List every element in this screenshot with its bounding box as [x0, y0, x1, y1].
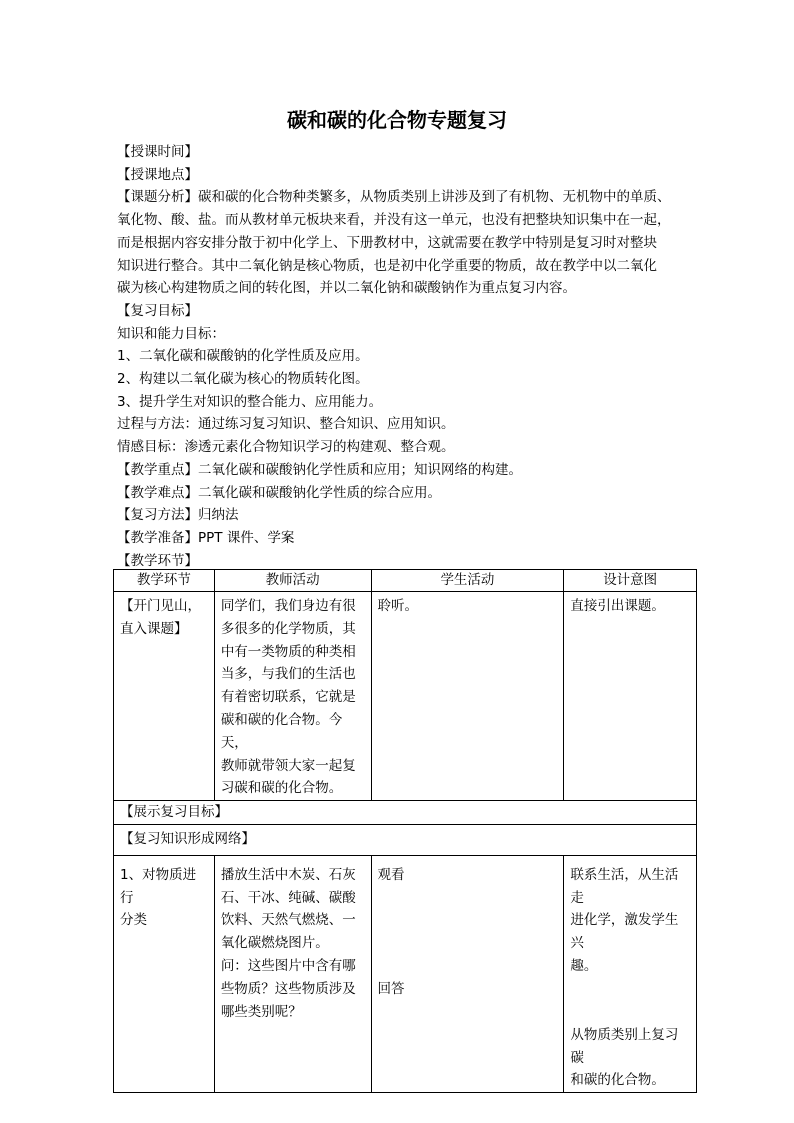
intent-cell: 直接引出课题。	[564, 592, 697, 801]
analysis-line: 碳和碳的化合物种类繁多，从物质类别上讲涉及到了有机物、无机物中的单质、	[198, 189, 671, 206]
teacher-line: 习碳和碳的化合物。	[220, 780, 343, 797]
lesson-plan-body	[117, 141, 697, 572]
intent-line: 联系生活，从生活走	[570, 866, 679, 906]
analysis-label: 【课题分析】	[117, 189, 198, 206]
table-row	[114, 801, 697, 825]
teacher-line: 石、干冰、纯碱、碳酸	[220, 889, 356, 906]
prep-label: 【教学准备】	[117, 529, 198, 546]
stage-cell	[114, 592, 215, 801]
table-header-row	[114, 570, 697, 592]
goal-item: 2、构建以二氧化碳为核心的物质转化图。	[117, 371, 369, 388]
goal-item: 1、二氧化碳和碳酸钠的化学性质及应用。	[117, 348, 369, 365]
page-title: 碳和碳的化合物专题复习	[287, 108, 507, 132]
teacher-line: 些物质？这些物质涉及	[220, 980, 356, 997]
header-stage: 教学环节	[114, 570, 215, 592]
key-text: 二氧化碳和碳酸钠化学性质和应用；知识网络的构建。	[198, 461, 522, 478]
intent-line: 和碳的化合物。	[570, 1072, 665, 1089]
difficult-label: 【教学难点】	[117, 484, 198, 501]
goals-label: 【复习目标】	[117, 302, 198, 319]
teacher-line: 中有一类物质的种类相	[220, 643, 356, 660]
emotion-goal: 情感目标：渗透元素化合物知识学习的构建观、整合观。	[117, 439, 455, 456]
analysis-paragraph	[117, 186, 697, 300]
process-goal: 过程与方法：通过练习复习知识、整合知识、应用知识。	[117, 416, 455, 433]
key-label: 【教学重点】	[117, 461, 198, 478]
teacher-line: 教师就带领大家一起复	[220, 757, 356, 774]
stage-line: 【开门见山，	[120, 598, 201, 614]
intent-cell	[564, 855, 697, 1092]
student-activity: 观看	[377, 866, 405, 883]
place-label: 【授课地点】	[117, 166, 198, 183]
difficult-text: 二氧化碳和碳酸钠化学性质的综合应用。	[198, 484, 441, 501]
analysis-line: 而是根据内容安排分散于初中化学上、下册教材中，这就需要在教学中特别是复习时对整块	[117, 234, 657, 251]
teacher-cell	[214, 855, 371, 1092]
teacher-line: 问：这些图片中含有哪	[220, 957, 356, 974]
method-text: 归纳法	[198, 507, 239, 524]
header-student: 学生活动	[371, 570, 564, 592]
table-row	[114, 824, 697, 855]
teacher-line: 饮料、天然气燃烧、一	[220, 912, 356, 929]
stage-line: 1、对物质进行	[120, 866, 197, 906]
analysis-line: 知识进行整合。其中二氧化钠是核心物质，也是初中化学重要的物质，故在教学中以二氧化	[117, 257, 657, 274]
stage-line: 直入课题】	[120, 620, 188, 637]
intent-line: 进化学，激发学生兴	[570, 912, 679, 952]
teacher-line: 播放生活中木炭、石灰	[220, 866, 356, 883]
table-row	[114, 592, 697, 801]
analysis-line: 氧化物、酸、盐。而从教材单元板块来看，并没有这一单元，也没有把整块知识集中在一起，	[117, 212, 671, 229]
intent-line: 从物质类别上复习碳	[570, 1026, 679, 1066]
header-intent: 设计意图	[564, 570, 697, 592]
prep-text: PPT 课件、学案	[198, 529, 295, 546]
steps-label: 【教学环节】	[117, 552, 198, 569]
analysis-line: 碳为核心构建物质之间的转化图，并以二氧化钠和碳酸钠作为重点复习内容。	[117, 280, 576, 297]
goal-item: 3、提升学生对知识的整合能力、应用能力。	[117, 393, 383, 410]
teaching-steps-table	[113, 569, 697, 1093]
stage-cell	[114, 855, 215, 1092]
stage-line: 分类	[120, 912, 147, 929]
span-row-network: 【复习知识形成网络】	[114, 824, 697, 855]
teacher-line: 有着密切联系，它就是	[220, 689, 356, 706]
student-cell	[371, 855, 564, 1092]
teacher-line: 当多，与我们的生活也	[220, 666, 356, 683]
intent-line: 趣。	[570, 957, 598, 974]
header-teacher: 教师活动	[214, 570, 371, 592]
time-label: 【授课时间】	[117, 144, 198, 160]
teacher-line: 同学们，我们身边有很	[220, 598, 356, 614]
teacher-line: 多很多的化学物质，其	[220, 620, 356, 637]
teacher-line: 碳和碳的化合物。今天，	[220, 711, 343, 751]
goals-intro: 知识和能力目标：	[117, 325, 225, 342]
table-row	[114, 855, 697, 1092]
teacher-line: 氧化碳燃烧图片。	[220, 935, 329, 952]
teacher-cell	[214, 592, 371, 801]
student-cell: 聆听。	[371, 592, 564, 801]
span-row-goals: 【展示复习目标】	[114, 801, 697, 825]
teacher-line: 哪些类别呢？	[220, 1003, 302, 1020]
student-activity: 回答	[377, 980, 405, 997]
method-label: 【复习方法】	[117, 507, 198, 524]
